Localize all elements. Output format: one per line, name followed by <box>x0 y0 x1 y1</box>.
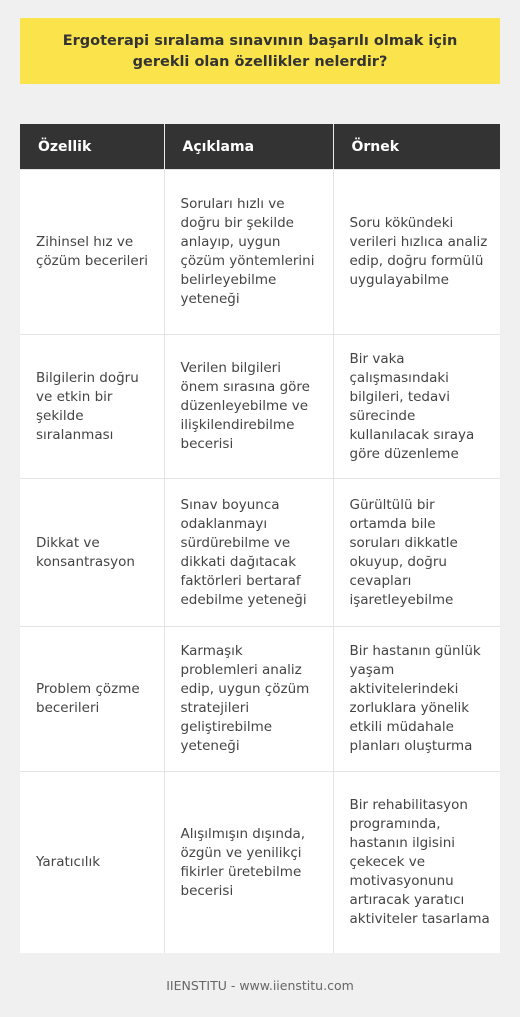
cell-description: Verilen bilgileri önem sırasına göre düzenleyebilme ve ilişkilendirebilme becerisi <box>164 335 333 479</box>
table-header-row <box>20 124 500 170</box>
cell-feature: Zihinsel hız ve çözüm becerileri <box>20 170 164 335</box>
table-row <box>20 335 500 479</box>
cell-feature: Yaratıcılık <box>20 772 164 954</box>
table-row <box>20 772 500 954</box>
cell-example: Bir hastanın günlük yaşam aktivitelerindeki zorluklara yönelik etkili müdahale planları oluşturma <box>333 627 500 772</box>
cell-example: Gürültülü bir ortamda bile soruları dikkatle okuyup, doğru cevapları işaretleyebilme <box>333 479 500 627</box>
cell-example: Soru kökündeki verileri hızlıca analiz edip, doğru formülü uygulayabilme <box>333 170 500 335</box>
header-example: Örnek <box>333 124 500 170</box>
cell-description: Karmaşık problemleri analiz edip, uygun çözüm stratejileri geliştirebilme yeteneği <box>164 627 333 772</box>
cell-description: Alışılmışın dışında, özgün ve yenilikçi fikirler üretebilme becerisi <box>164 772 333 954</box>
table-row <box>20 170 500 335</box>
cell-description: Soruları hızlı ve doğru bir şekilde anlayıp, uygun çözüm yöntemlerini belirleyebilme yeteneği <box>164 170 333 335</box>
header-description: Açıklama <box>164 124 333 170</box>
cell-description: Sınav boyunca odaklanmayı sürdürebilme ve dikkati dağıtacak faktörleri bertaraf edebilme yeteneği <box>164 479 333 627</box>
cell-example: Bir rehabilitasyon programında, hastanın ilgisini çekecek ve motivasyonunu artıracak yaratıcı aktiviteler tasarlama <box>333 772 500 954</box>
header-feature: Özellik <box>20 124 164 170</box>
cell-feature: Bilgilerin doğru ve etkin bir şekilde sıralanması <box>20 335 164 479</box>
table-row <box>20 627 500 772</box>
page-title: Ergoterapi sıralama sınavının başarılı olmak için gerekli olan özellikler nelerdir? <box>62 33 458 70</box>
cell-feature: Dikkat ve konsantrasyon <box>20 479 164 627</box>
table-row <box>20 479 500 627</box>
cell-feature: Problem çözme becerileri <box>20 627 164 772</box>
features-table <box>20 124 500 953</box>
title-banner <box>20 18 500 84</box>
cell-example: Bir vaka çalışmasındaki bilgileri, tedavi sürecinde kullanılacak sıraya göre düzenleme <box>333 335 500 479</box>
footer-credit: IIENSTITU - www.iienstitu.com <box>166 978 354 993</box>
